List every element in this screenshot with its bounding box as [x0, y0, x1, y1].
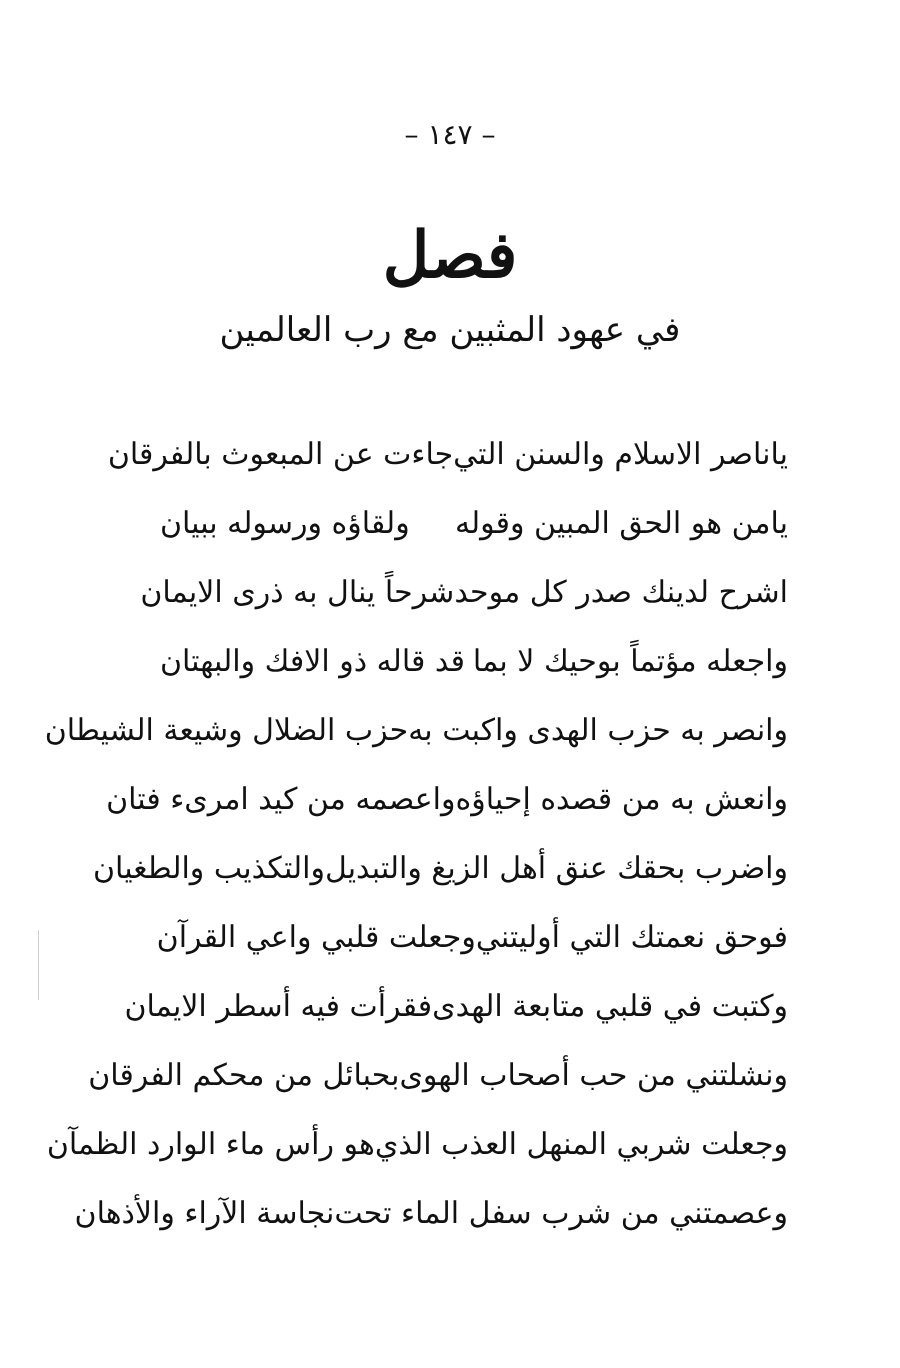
verse-first-hemistich: فوحق نعمتك التي أوليتني — [475, 919, 788, 955]
verse-first-hemistich: وجعلت شربي المنهل العذب الذي — [374, 1126, 788, 1162]
verse-first-hemistich: وكتبت في قلبي متابعة الهدى — [432, 988, 788, 1024]
verse — [160, 627, 788, 696]
section-title: فصل — [382, 218, 518, 293]
verse-first-hemistich: ياناصر الاسلام والسنن التي — [453, 436, 788, 472]
page-number: – ١٤٧ – — [404, 118, 496, 151]
verse-first-hemistich: وانعش به من قصده إحياؤه — [455, 781, 788, 817]
verse — [74, 1179, 788, 1248]
verse-second-hemistich: بحبائل من محكم الفرقان — [88, 1057, 400, 1093]
verse-first-hemistich: يامن هو الحق المبين وقوله — [454, 505, 788, 541]
verse-first-hemistich: وعصمتني من شرب سفل الماء تحت — [334, 1195, 788, 1231]
verse — [46, 1110, 788, 1179]
verse-second-hemistich: وجعلت قلبي واعي القرآن — [156, 919, 476, 955]
poem — [44, 420, 788, 1248]
verse — [107, 420, 788, 489]
verse — [106, 765, 788, 834]
verse-second-hemistich: قد قاله ذو الافك والبهتان — [160, 643, 465, 679]
verse-second-hemistich: ولقاؤه ورسوله ببيان — [160, 505, 410, 541]
verse — [160, 489, 788, 558]
section-subtitle: في عهود المثبين مع رب العالمين — [219, 310, 681, 350]
verse — [140, 558, 788, 627]
verse — [93, 834, 788, 903]
verse-first-hemistich: وانصر به حزب الهدى واكبت به — [408, 712, 788, 748]
verse-second-hemistich: هو رأس ماء الوارد الظمآن — [46, 1126, 375, 1162]
verse-second-hemistich: نجاسة الآراء والأذهان — [74, 1195, 335, 1231]
verse-second-hemistich: شرحاً ينال به ذرى الايمان — [140, 574, 455, 610]
verse-second-hemistich: حزب الضلال وشيعة الشيطان — [44, 712, 409, 748]
verse-second-hemistich: واعصمه من كيد امرىء فتان — [106, 781, 456, 817]
verse — [44, 696, 788, 765]
verse-second-hemistich: فقرأت فيه أسطر الايمان — [124, 988, 433, 1024]
verse-first-hemistich: واجعله مؤتماً بوحيك لا بما — [472, 643, 788, 679]
verse-first-hemistich: اشرح لدينك صدر كل موحد — [454, 574, 788, 610]
verse — [88, 1041, 788, 1110]
verse-second-hemistich: والتكذيب والطغيان — [93, 850, 325, 886]
verse-first-hemistich: ونشلتني من حب أصحاب الهوى — [399, 1057, 788, 1093]
verse-first-hemistich: واضرب بحقك عنق أهل الزيغ والتبديل — [324, 850, 788, 886]
verse — [156, 903, 788, 972]
verse-second-hemistich: جاءت عن المبعوث بالفرقان — [107, 436, 454, 472]
verse — [124, 972, 788, 1041]
margin-mark — [38, 930, 39, 1000]
